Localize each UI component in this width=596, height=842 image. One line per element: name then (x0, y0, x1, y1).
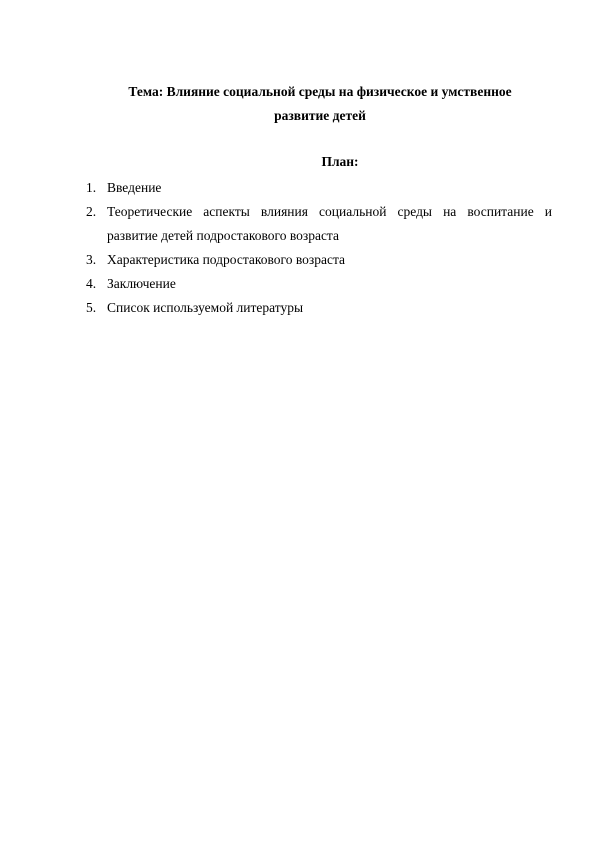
list-item-number: 3. (86, 252, 97, 267)
list-item (86, 296, 552, 320)
list-item-text: Заключение (107, 276, 176, 291)
list-item (86, 272, 552, 296)
list-item-number: 2. (86, 204, 97, 219)
list-item-number: 1. (86, 180, 97, 195)
list-item-number: 5. (86, 300, 97, 315)
list-item-number: 4. (86, 276, 97, 291)
document-title (90, 80, 550, 128)
list-item-text: Теоретические аспекты влияния социальной среды на воспитание и развитие детей подростакового возраста (107, 204, 552, 243)
list-item-text: Список используемой литературы (107, 300, 304, 315)
title-line-1: Тема: Влияние социальной среды на физическое и умственное (128, 84, 512, 99)
title-line-2: развитие детей (274, 108, 366, 123)
list-item-text: Введение (107, 180, 162, 195)
plan-heading: План: (321, 154, 359, 169)
list-item-text: Характеристика подростакового возраста (107, 252, 346, 267)
list-item (86, 176, 552, 200)
plan-list (86, 176, 552, 320)
list-item (86, 200, 552, 248)
list-item (86, 248, 552, 272)
